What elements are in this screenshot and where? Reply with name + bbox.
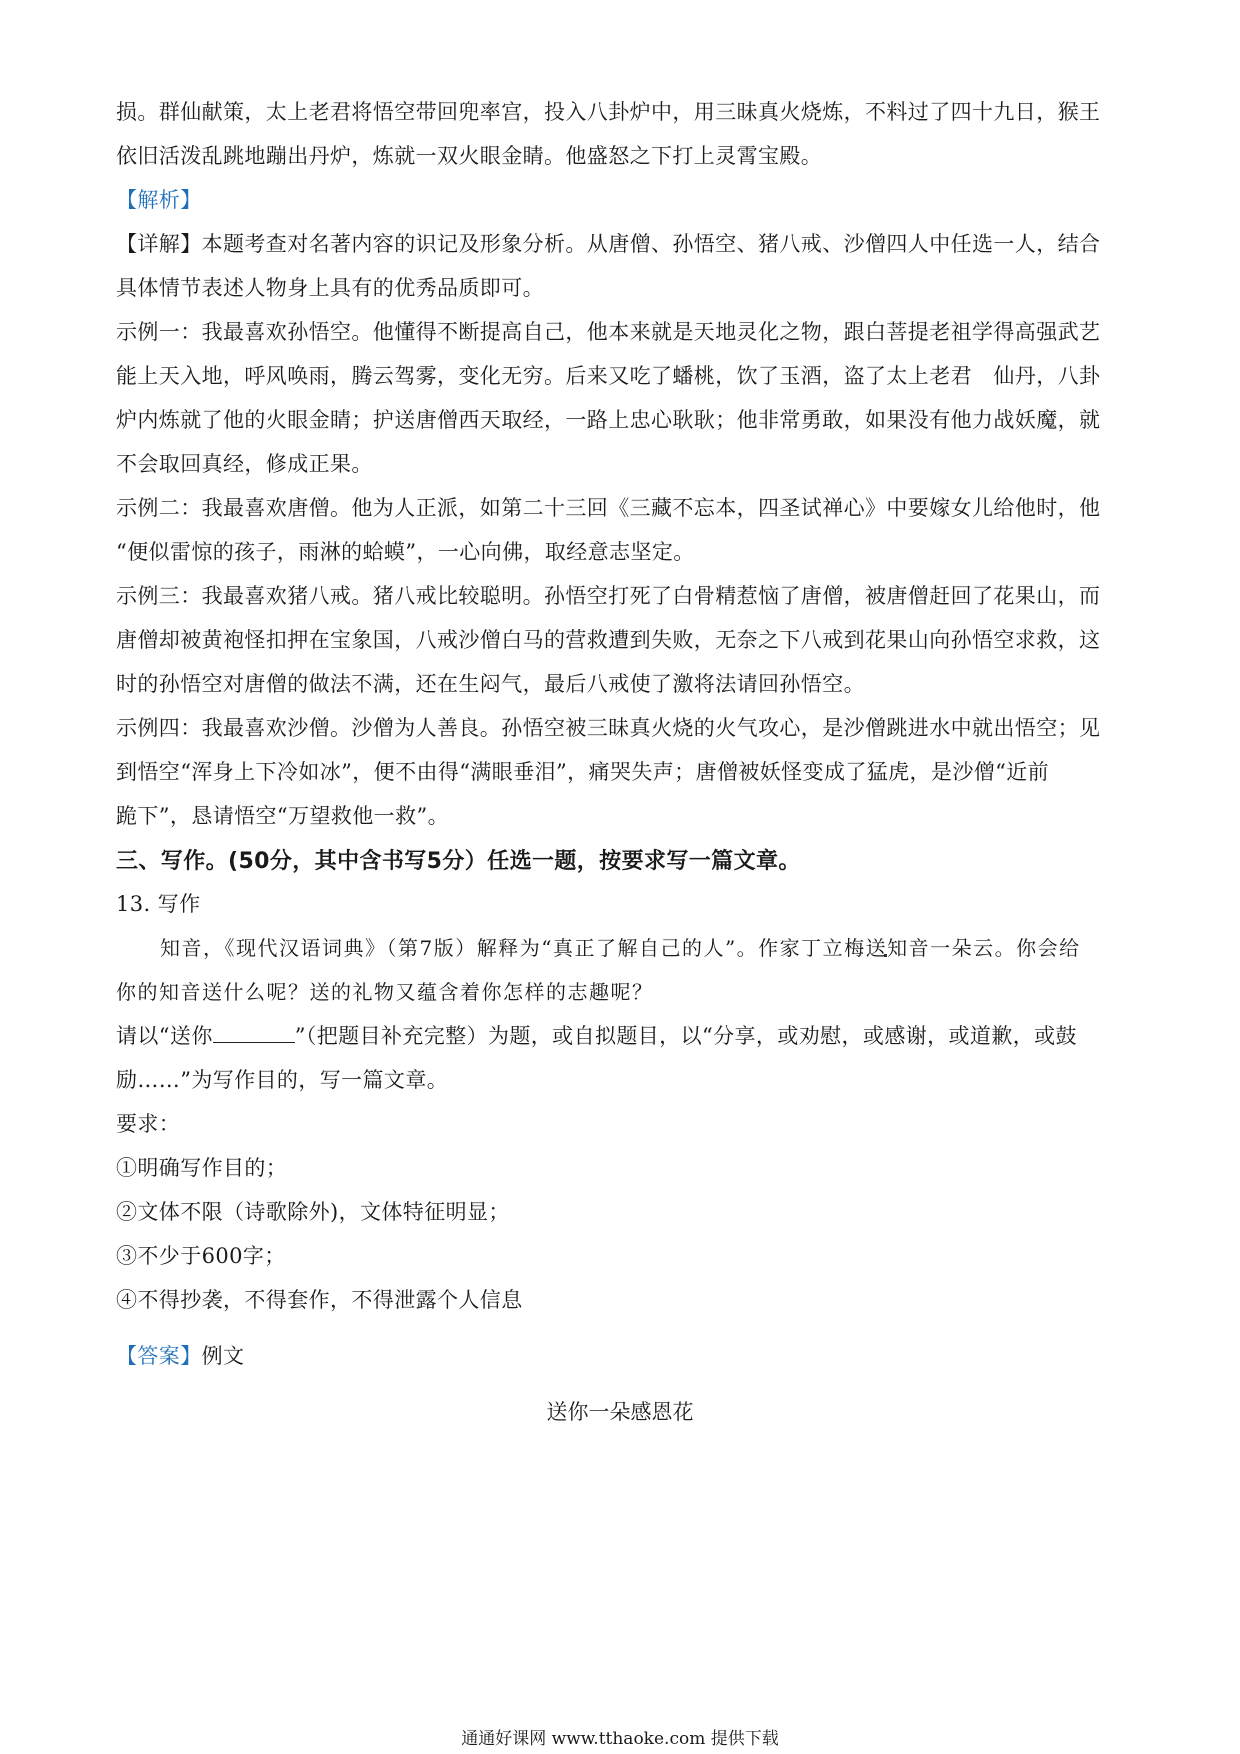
text-line: 能上天入地，呼风唤雨，腾云驾雾，变化无穷。后来又吃了蟠桃，饮了玉酒，盗了太上老君 仙丹，八卦 [116, 364, 1101, 388]
requirement-item: ④不得抄袭，不得套作，不得泄露个人信息 [116, 1288, 523, 1312]
text-line: 唐僧却被黄袍怪扣押在宝象国，八戒沙僧白马的营救遭到失败，无奈之下八戒到花果山向孙悟空求救，这 [116, 628, 1101, 652]
req-suffix: ”（把题目补充完整）为题，或自拟题目，以“分享，或劝慰，或感谢，或道歉，或鼓 [294, 1024, 1077, 1048]
analysis-tag: 【解析】 [116, 188, 202, 212]
answer-text: 例文 [201, 1344, 245, 1368]
text-line: 损。群仙献策，太上老君将悟空带回兜率宫，投入八卦炉中，用三昧真火烧炼，不料过了四十九日，猴王 [116, 100, 1101, 124]
text-line: 时的孙悟空对唐僧的做法不满，还在生闷气，最后八戒使了激将法请回孙悟空。 [116, 672, 865, 696]
text-line: 到悟空“浑身上下冷如冰”，便不由得“满眼垂泪”，痛哭失声；唐僧被妖怪变成了猛虎，是沙僧“近前 [116, 760, 1050, 784]
text-line: 具体情节表述人物身上具有的优秀品质即可。 [116, 276, 544, 300]
requirements-label: 要求： [116, 1112, 181, 1136]
answer-line [116, 1340, 244, 1370]
req-prefix: 请以“送你 [116, 1024, 213, 1048]
detail-text: 本题考查对名著内容的识记及形象分析。从唐僧、孙悟空、猪八戒、沙僧四人中任选一人，结合 [201, 232, 1101, 256]
answer-tag: 【答案】 [116, 1344, 202, 1368]
requirement-item: ①明确写作目的； [116, 1156, 288, 1180]
detail-tag: 【详解】 [116, 232, 202, 256]
essay-title: 送你一朵感恩花 [546, 1400, 694, 1424]
text-line: 不会取回真经，修成正果。 [116, 452, 373, 476]
text-line: 示例一：我最喜欢孙悟空。他懂得不断提高自己，他本来就是天地灵化之物，跟白菩提老祖学得高强武艺 [116, 320, 1101, 344]
detail-line [116, 228, 1100, 258]
text-line: 依旧活泼乱跳地蹦出丹炉，炼就一双火眼金睛。他盛怒之下打上灵霄宝殿。 [116, 144, 823, 168]
prompt-line: 你的知音送什么呢？送的礼物又蕴含着你怎样的志趣呢？ [116, 980, 654, 1004]
requirement-item: ②文体不限（诗歌除外)，文体特征明显； [116, 1200, 510, 1224]
text-line: 示例二：我最喜欢唐僧。他为人正派，如第二十三回《三藏不忘本，四圣试禅心》中要嫁女儿给他时，他 [116, 496, 1101, 520]
text-line: 跪下”，恳请悟空“万望救他一救”。 [116, 804, 450, 828]
text-line: 示例四：我最喜欢沙僧。沙僧为人善良。孙悟空被三昧真火烧的火气攻心，是沙僧跳进水中就出悟空；见 [116, 716, 1101, 740]
text-line: 炉内炼就了他的火眼金睛；护送唐僧西天取经，一路上忠心耿耿；他非常勇敢，如果没有他力战妖魔，就 [116, 408, 1101, 432]
footer-watermark: 通通好课网 www.tthaoke.com 提供下载 [461, 1729, 779, 1749]
title-blank [213, 1024, 295, 1043]
requirement-line [116, 1020, 1077, 1050]
prompt-line: 知音，《现代汉语词典》（第7版）解释为“真正了解自己的人”。作家丁立梅送知音一朵云。你会给 [160, 936, 1081, 960]
requirement-line: 励……”为写作目的，写一篇文章。 [116, 1068, 449, 1092]
text-line: 示例三：我最喜欢猪八戒。猪八戒比较聪明。孙悟空打死了白骨精惹恼了唐僧，被唐僧赶回了花果山，而 [116, 584, 1101, 608]
requirement-item: ③不少于600字； [116, 1244, 286, 1268]
question-number: 13. 写作 [116, 892, 201, 916]
text-line: “便似雷惊的孩子，雨淋的蛤蟆”，一心向佛，取经意志坚定。 [116, 540, 695, 564]
section-heading: 三、写作。(50分，其中含书写5分）任选一题，按要求写一篇文章。 [116, 849, 801, 874]
